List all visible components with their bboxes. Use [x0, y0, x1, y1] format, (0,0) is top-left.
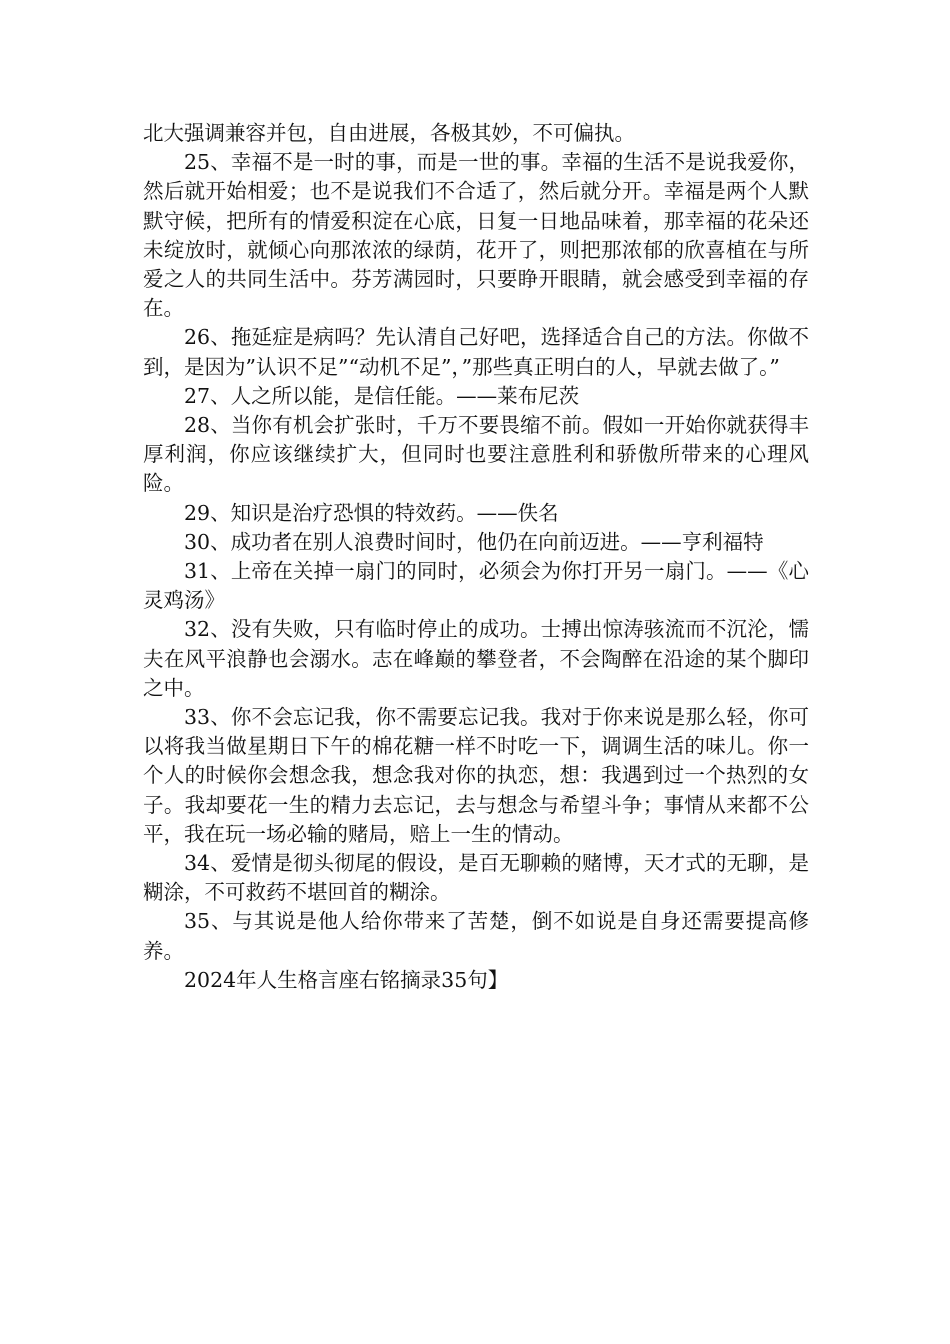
quote-32: 32、没有失败，只有临时停止的成功。士搏出惊涛骇流而不沉沦，懦夫在风平浪静也会溺水。志在峰巅的攀登者，不会陶醉在沿途的某个脚印之中。 — [143, 617, 809, 700]
quote-25: 25、幸福不是一时的事，而是一世的事。幸福的生活不是说我爱你，然后就开始相爱；也不是说我们不合适了，然后就分开。幸福是两个人默默守候，把所有的情爱积淀在心底，日复一日地品味着，那幸福的花朵还未绽放时，就倾心向那浓浓的绿荫，花开了，则把那浓郁的欣喜植在与所爱之人的共同生活中。芬芳满园时，只要睁开眼睛，就会感受到幸福的存在。 — [143, 150, 809, 321]
quote-33: 33、你不会忘记我，你不需要忘记我。我对于你来说是那么轻，你可以将我当做星期日下午的棉花糖一样不时吃一下，调调生活的味儿。你一个人的时候你会想念我，想念我对你的执恋，想：我遇到过一个热烈的女子。我却要花一生的精力去忘记，去与想念与希望斗争；事情从来都不公平，我在玩一场必输的赌局，赔上一生的情动。 — [143, 705, 809, 846]
quote-26: 26、拖延症是病吗？先认清自己好吧，选择适合自己的方法。你做不到，是因为”认识不足”“动机不足”，”那些真正明白的人，早就去做了。” — [143, 325, 809, 379]
quote-31: 31、上帝在关掉一扇门的同时，必须会为你打开另一扇门。——《心灵鸡汤》 — [143, 559, 809, 613]
paragraph-continuation: 北大强调兼容并包，自由进展，各极其妙，不可偏执。 — [143, 121, 635, 145]
document-footer-title: 2024年人生格言座右铭摘录35句】 — [184, 967, 509, 992]
quote-35: 35、与其说是他人给你带来了苦楚，倒不如说是自身还需要提高修养。 — [143, 909, 809, 963]
quote-34: 34、爱情是彻头彻尾的假设，是百无聊赖的赌博，天才式的无聊，是糊涂，不可救药不堪回首的糊涂。 — [143, 851, 809, 905]
document-body — [143, 119, 809, 995]
quote-27: 27、人之所以能，是信任能。——莱布尼茨 — [184, 383, 580, 408]
quote-30: 30、成功者在别人浪费时间时，他仍在向前迈进。——亨利福特 — [184, 529, 764, 554]
quote-29: 29、知识是治疗恐惧的特效药。——佚名 — [184, 500, 559, 525]
quote-28: 28、当你有机会扩张时，千万不要畏缩不前。假如一开始你就获得丰厚利润，你应该继续扩大，但同时也要注意胜利和骄傲所带来的心理风险。 — [143, 413, 809, 496]
